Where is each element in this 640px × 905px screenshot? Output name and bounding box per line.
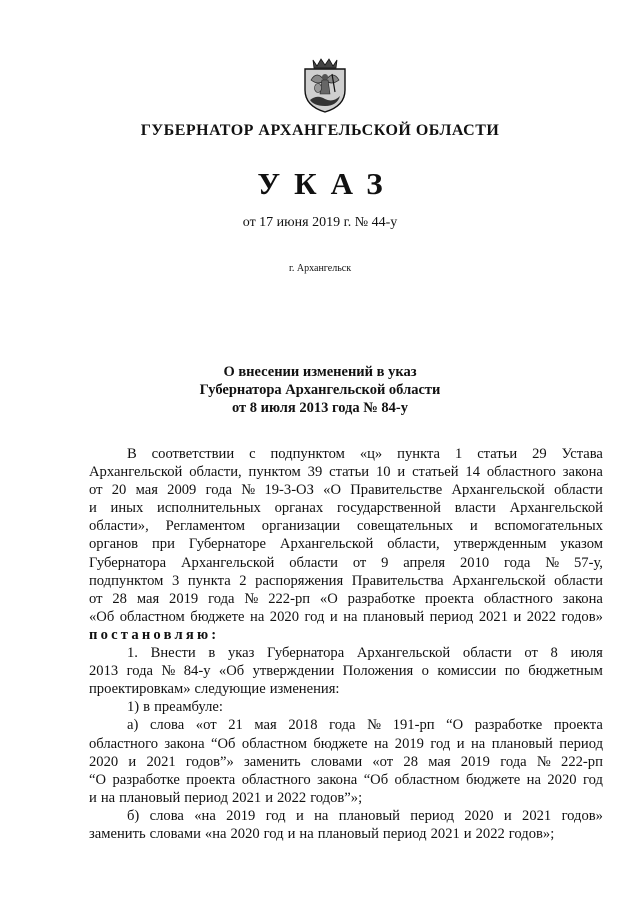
- body-word: и: [463, 825, 472, 842]
- body-word: «О: [323, 482, 341, 499]
- body-word: иных: [110, 500, 144, 517]
- body-line: [89, 807, 603, 825]
- body-word: 2020: [464, 807, 494, 824]
- body-word: областного: [483, 590, 553, 607]
- body-word: 10: [375, 464, 391, 481]
- document-title: [0, 363, 640, 417]
- body-word: и: [397, 464, 406, 481]
- body-word: Губернатора: [267, 645, 345, 662]
- body-word: областного: [241, 771, 311, 788]
- body-word: плановый: [362, 608, 425, 625]
- title-line: от 8 июля 2013 года № 84-у: [231, 400, 409, 416]
- body-word: 1.: [127, 645, 138, 662]
- body-word: №: [241, 482, 256, 499]
- body-word: 2019: [460, 753, 490, 770]
- body-word: период: [559, 735, 603, 752]
- body-word: 19-3-ОЗ: [264, 482, 314, 499]
- title-line: О внесении изменений в указ: [223, 364, 417, 380]
- body-word: 2: [239, 572, 247, 589]
- body-word: года: [503, 554, 531, 571]
- body-word: 191-рп: [392, 717, 435, 734]
- body-word: области,: [387, 536, 440, 553]
- body-word: №: [367, 717, 382, 734]
- body-word: 2020: [89, 753, 119, 770]
- body-line: [89, 680, 603, 698]
- body-line: [89, 789, 603, 807]
- body-word: при: [151, 536, 175, 553]
- body-word: проекта: [553, 717, 603, 734]
- document-type: УКАЗ: [257, 166, 397, 201]
- body-word: «Об: [89, 608, 115, 625]
- body-word: и: [295, 807, 304, 824]
- document-place: г. Архангельск: [288, 263, 352, 274]
- body-word: 29: [532, 446, 547, 462]
- decree-word: [89, 626, 603, 644]
- body-word: и: [513, 608, 522, 625]
- body-word: распоряжения: [255, 572, 344, 589]
- body-word: и: [89, 789, 97, 806]
- body-word: плановый: [338, 807, 400, 824]
- body-word: и: [128, 753, 137, 770]
- body-line: [89, 735, 603, 753]
- body-word: год: [304, 608, 325, 625]
- body-word: областном: [394, 771, 460, 788]
- body-word: и: [89, 500, 97, 517]
- body-word: “Об: [211, 735, 236, 752]
- body-word: областном: [241, 735, 307, 752]
- body-word: 2021: [146, 753, 176, 770]
- body-word: 2018: [288, 717, 318, 734]
- body-word: области: [554, 572, 603, 589]
- body-word: на: [299, 825, 314, 842]
- body-word: год: [265, 807, 286, 824]
- body-word: 2020: [230, 825, 260, 842]
- body-word: бюджетным: [528, 663, 603, 680]
- body-word: совещательных: [356, 518, 454, 535]
- body-word: разработке: [347, 590, 416, 607]
- body-line: [89, 590, 603, 608]
- body-line: [89, 608, 603, 626]
- body-word: власти: [454, 500, 496, 517]
- body-word: года: [208, 590, 235, 607]
- body-word: закона: [562, 590, 603, 607]
- body-word: на: [314, 807, 329, 824]
- body-word: на: [374, 735, 389, 752]
- body-word: комиссии: [437, 663, 497, 680]
- body-word: года: [126, 663, 153, 680]
- body-word: 2020: [547, 771, 577, 788]
- body-word: в: [143, 699, 151, 716]
- body-word: от: [89, 482, 103, 499]
- body-word: мая: [254, 717, 277, 734]
- title-line: Губернатора Архангельской области: [199, 382, 441, 398]
- body-word: плановый: [119, 789, 181, 806]
- body-word: закона: [562, 464, 603, 481]
- body-word: заменить: [244, 753, 301, 770]
- body-word: на: [526, 771, 541, 788]
- body-word: №: [536, 753, 551, 770]
- body-word: разработке: [474, 717, 543, 734]
- body-word: «на: [204, 825, 227, 842]
- body-word: по: [504, 663, 520, 680]
- body-word: мая: [428, 753, 451, 770]
- body-word: словами: [310, 753, 363, 770]
- body-word: области»,: [89, 518, 149, 535]
- body-word: б): [127, 807, 140, 824]
- body-word: и: [469, 518, 478, 535]
- body-word: 2013: [89, 663, 119, 680]
- body-word: «от: [372, 753, 394, 770]
- body-word: Архангельской: [452, 572, 546, 589]
- body-word: на: [250, 608, 265, 625]
- body-word: мая: [135, 482, 158, 499]
- body-line: [89, 771, 603, 789]
- body-line: [89, 499, 603, 517]
- body-word: закона: [164, 735, 205, 752]
- body-word: Архангельской: [89, 464, 183, 481]
- body-word: Архангельской: [356, 645, 451, 662]
- body-word: на: [343, 608, 358, 625]
- body-word: подпунктом: [89, 572, 164, 589]
- body-word: о: [421, 663, 429, 680]
- body-word: на: [100, 789, 116, 806]
- body-word: годов»: [561, 807, 603, 824]
- body-word: областного: [486, 464, 556, 481]
- body-word: Регламентом: [165, 518, 245, 535]
- body-line: [89, 716, 603, 734]
- body-word: 2022: [475, 825, 505, 842]
- body-word: проектировкам»: [89, 681, 191, 698]
- body-word: 2019: [394, 735, 424, 752]
- body-word: годов”»: [185, 753, 234, 770]
- body-word: на: [470, 735, 486, 752]
- body-word: проекта: [424, 590, 474, 607]
- body-word: бюджете: [190, 608, 245, 625]
- body-word: от: [352, 554, 367, 571]
- body-word: 57-у,: [573, 554, 603, 571]
- body-word: утверждении: [252, 663, 335, 680]
- body-word: июля: [570, 645, 603, 662]
- body-word: статьи: [477, 446, 518, 462]
- body-word: разработке: [112, 771, 180, 788]
- body-word: 28: [403, 753, 418, 770]
- body-word: а): [127, 717, 139, 734]
- body-line: [89, 698, 603, 716]
- body-word: Губернатора: [89, 554, 167, 571]
- body-word: 21: [228, 717, 243, 734]
- body-line: [89, 554, 603, 572]
- body-word: “О: [446, 717, 464, 734]
- body-word: областного: [89, 735, 158, 752]
- body-word: проекта: [186, 771, 236, 788]
- document-body: [89, 445, 603, 843]
- body-word: слова: [149, 807, 184, 824]
- body-word: 2010: [459, 554, 490, 571]
- body-word: 9: [381, 554, 389, 571]
- body-word: 20: [111, 482, 127, 499]
- body-line: [89, 535, 603, 553]
- body-word: закона: [317, 771, 358, 788]
- body-word: 2021: [430, 825, 460, 842]
- body-word: слова: [149, 717, 185, 734]
- body-word: области: [462, 645, 512, 662]
- body-word: статьи: [329, 464, 370, 481]
- body-word: исполнительных: [157, 500, 261, 517]
- body-word: вспомогательных: [494, 518, 603, 535]
- body-word: «от: [195, 717, 217, 734]
- body-line: [89, 445, 603, 463]
- body-word: статьей: [412, 464, 459, 481]
- body-word: «на: [194, 807, 216, 824]
- body-word: период: [429, 608, 474, 625]
- body-word: годов»: [561, 608, 603, 625]
- body-word: Архангельской: [509, 500, 603, 517]
- body-word: пункта: [397, 446, 441, 462]
- body-word: года: [500, 753, 527, 770]
- body-word: указ: [227, 645, 255, 662]
- body-word: «ц»: [359, 446, 383, 462]
- body-word: “О: [89, 771, 107, 788]
- body-word: органах: [274, 500, 324, 517]
- body-line: [89, 463, 603, 481]
- body-word: от: [89, 590, 103, 607]
- body-line: [89, 753, 603, 771]
- body-word: пунктом: [248, 464, 301, 481]
- body-word: 8: [550, 645, 558, 662]
- body-word: и: [456, 735, 465, 752]
- body-word: 2019: [226, 807, 256, 824]
- body-word: от: [524, 645, 538, 662]
- body-word: “Об: [363, 771, 389, 788]
- body-line: [89, 572, 603, 590]
- body-word: Правительстве: [350, 482, 443, 499]
- body-word: плановый: [491, 735, 553, 752]
- body-word: соответствии: [151, 446, 235, 462]
- body-word: год: [263, 825, 284, 842]
- body-word: Правительства: [351, 572, 444, 589]
- body-word: год: [582, 771, 603, 788]
- body-word: 222-рп: [561, 753, 603, 770]
- body-word: 39: [307, 464, 323, 481]
- body-word: 2022: [277, 789, 307, 806]
- body-line: [89, 517, 603, 535]
- body-word: 28: [112, 590, 127, 607]
- body-word: с: [249, 446, 256, 462]
- body-word: следующие: [194, 681, 266, 698]
- body-word: 2020: [269, 608, 299, 625]
- body-word: 2021: [478, 608, 509, 625]
- body-word: период: [382, 825, 427, 842]
- body-word: Положения: [342, 663, 414, 680]
- body-word: Архангельской: [279, 536, 374, 553]
- body-line: [89, 662, 603, 680]
- decree-word-text: постановляю:: [89, 626, 220, 643]
- body-word: 2022: [526, 608, 556, 625]
- body-word: указом: [560, 536, 603, 553]
- body-word: 2021: [522, 807, 552, 824]
- body-word: областном: [119, 608, 185, 625]
- body-word: Внести: [150, 645, 196, 662]
- arkhangelsk-coat-of-arms-icon: [299, 56, 351, 114]
- body-word: государственной: [336, 500, 441, 517]
- body-word: 2019: [169, 590, 199, 607]
- body-word: года: [205, 482, 232, 499]
- body-word: 84-у: [183, 663, 211, 680]
- body-word: годов»;: [508, 825, 555, 842]
- body-word: и: [503, 807, 512, 824]
- body-word: Устава: [561, 446, 603, 462]
- body-word: пункта: [187, 572, 231, 589]
- body-line: [89, 825, 603, 843]
- body-word: Архангельской: [451, 482, 545, 499]
- body-word: области: [289, 554, 338, 571]
- body-word: апреля: [403, 554, 446, 571]
- body-word: мая: [136, 590, 160, 607]
- body-word: года: [329, 717, 356, 734]
- body-word: «О: [319, 590, 338, 607]
- body-word: области: [554, 482, 603, 499]
- body-word: 222-рп: [268, 590, 311, 607]
- body-word: и: [329, 608, 338, 625]
- body-word: №: [244, 590, 259, 607]
- body-word: подпунктом: [270, 446, 345, 462]
- body-word: 1): [127, 699, 140, 716]
- body-word: Архангельской: [181, 554, 275, 571]
- body-word: период: [410, 807, 454, 824]
- body-word: словами: [149, 825, 201, 842]
- issuing-authority: ГУБЕРНАТОР АРХАНГЕЛЬСКОЙ ОБЛАСТИ: [140, 122, 500, 139]
- body-word: изменения:: [269, 681, 340, 698]
- body-word: преамбуле:: [154, 699, 223, 716]
- body-word: плановый: [317, 825, 379, 842]
- body-line: [89, 481, 603, 499]
- body-word: бюджете: [313, 735, 368, 752]
- body-word: органов: [89, 536, 139, 553]
- body-word: и: [287, 825, 296, 842]
- body-word: 1: [454, 446, 463, 462]
- body-word: годов”»;: [310, 789, 363, 806]
- body-word: 2021: [232, 789, 262, 806]
- body-word: №: [161, 663, 176, 680]
- body-word: 14: [465, 464, 480, 481]
- body-word: «Об: [218, 663, 245, 680]
- body-word: организации: [261, 518, 341, 535]
- body-word: №: [545, 554, 560, 571]
- body-word: утвержденным: [453, 536, 547, 553]
- body-word: год: [430, 735, 451, 752]
- body-word: бюджете: [466, 771, 521, 788]
- body-word: и: [265, 789, 273, 806]
- document-date-number: от 17 июня 2019 г. № 44-у: [242, 215, 398, 230]
- body-word: 3: [171, 572, 180, 589]
- body-line: [89, 644, 603, 662]
- body-word: период: [184, 789, 228, 806]
- body-word: 2009: [167, 482, 197, 499]
- body-word: Губернаторе: [188, 536, 266, 553]
- body-word: заменить: [89, 825, 146, 842]
- body-word: В: [127, 446, 137, 462]
- body-word: в: [208, 645, 216, 662]
- body-word: области,: [189, 464, 242, 481]
